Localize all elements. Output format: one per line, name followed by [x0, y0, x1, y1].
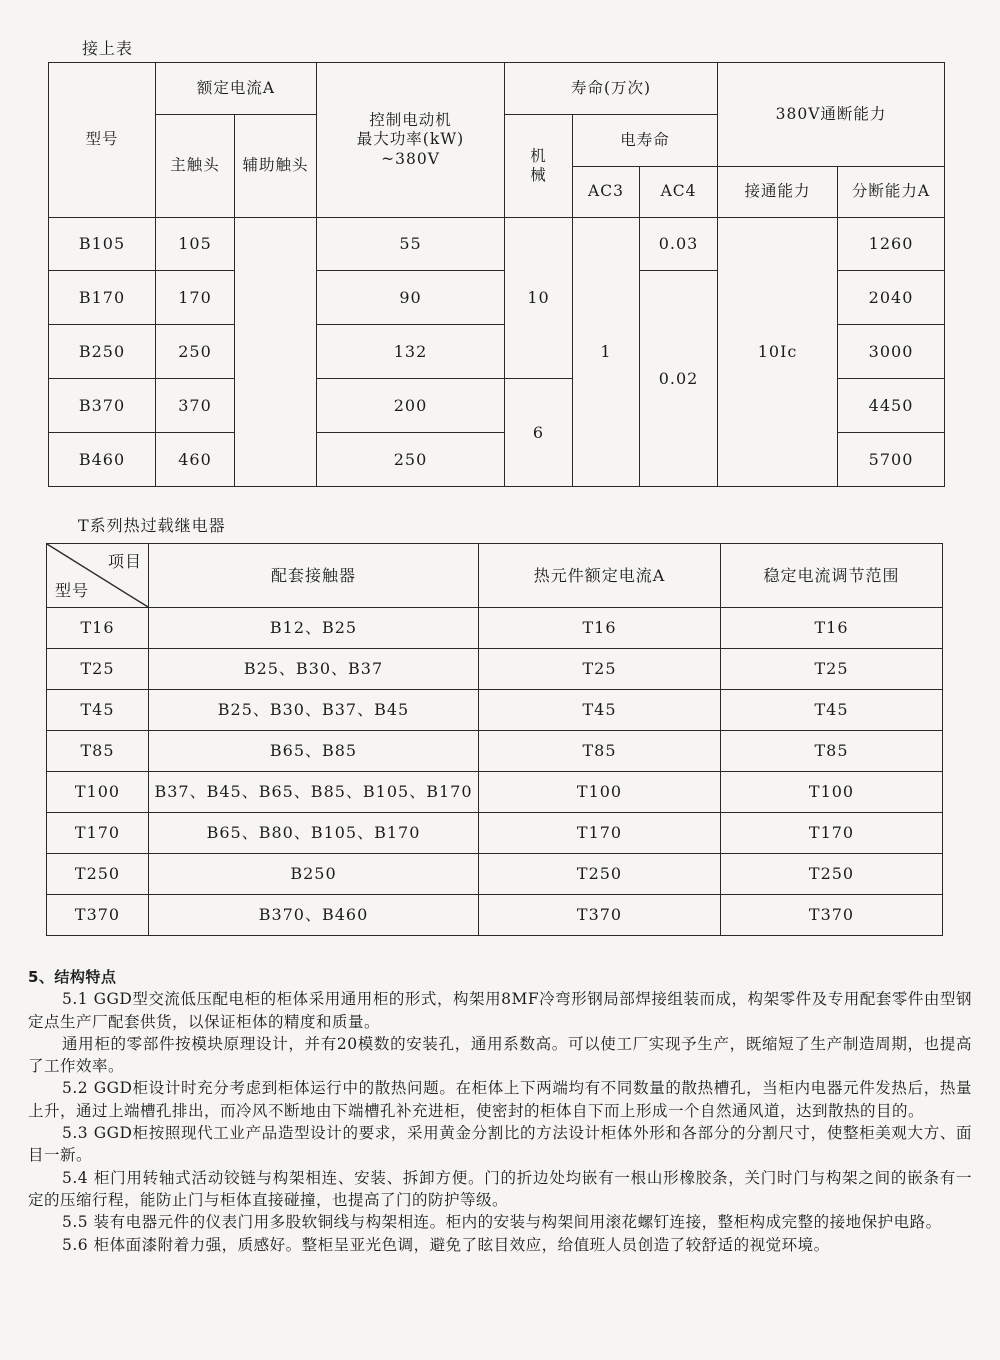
- header-model: 型号: [49, 63, 156, 218]
- thermal-relay-table: [46, 543, 943, 936]
- paragraph-5-4: 5.4 柜门用转轴式活动铰链与构架相连、安装、拆卸方便。门的折边处均嵌有一根山形橡胶条，关门时门与构架之间的嵌条有一定的压缩行程，能防止门与柜体直接碰撞，也提高了门的防护等级。: [28, 1168, 972, 1209]
- header-rated-current: 热元件额定电流A: [479, 544, 721, 608]
- breaking-cell: 3000: [838, 325, 945, 379]
- motor-power-cell: 90: [317, 271, 505, 325]
- range-cell: T250: [721, 854, 943, 895]
- main-contact-cell: 460: [156, 433, 235, 487]
- model-cell: B105: [49, 218, 156, 271]
- main-contact-cell: 170: [156, 271, 235, 325]
- header-making: 接通能力: [718, 167, 838, 218]
- paragraph-5-5: 5.5 装有电器元件的仪表门用多股软铜线与构架相连。柜内的安装与构架间用滚花螺钉连接，整柜构成完整的接地保护电路。: [62, 1213, 942, 1232]
- current-cell: T85: [479, 731, 721, 772]
- current-cell: T370: [479, 895, 721, 936]
- main-contact-cell: 250: [156, 325, 235, 379]
- paragraph-5-3: 5.3 GGD柜按照现代工业产品造型设计的要求，采用黄金分割比的方法设计柜体外形和各部分的分割尺寸，使整柜美观大方、面目一新。: [28, 1124, 972, 1165]
- breaking-cell: 2040: [838, 271, 945, 325]
- aux-contact-cell: [235, 218, 317, 487]
- contactor-cell: B65、B80、B105、B170: [149, 813, 479, 854]
- paragraph-5-6: 5.6 柜体面漆附着力强，质感好。整柜呈亚光色调，避免了眩目效应，给值班人员创造了较舒适的视觉环境。: [62, 1235, 830, 1254]
- header-diagonal-cell: [47, 544, 149, 608]
- relay-model-cell: T16: [47, 608, 149, 649]
- current-cell: T100: [479, 772, 721, 813]
- range-cell: T85: [721, 731, 943, 772]
- contactor-cell: B370、B460: [149, 895, 479, 936]
- breaking-cell: 5700: [838, 433, 945, 487]
- relay-model-cell: T170: [47, 813, 149, 854]
- header-motor-power-line1: 控制电动机: [369, 110, 452, 129]
- contactor-cell: B25、B30、B37: [149, 649, 479, 690]
- motor-power-cell: 250: [317, 433, 505, 487]
- range-cell: T370: [721, 895, 943, 936]
- header-ac3: AC3: [573, 167, 640, 218]
- header-breaking-capacity: 380V通断能力: [718, 63, 945, 167]
- header-ac4: AC4: [640, 167, 718, 218]
- paragraph-5-2: 5.2 GGD柜设计时充分考虑到柜体运行中的散热问题。在柜体上下两端均有不同数量的散热槽孔，当柜内电器元件发热后，热量上升，通过上端槽孔排出，而冷风不断地由下端槽孔补充进柜，使密封的柜体自下而上形成一个自然通风道，达到散热的目的。: [28, 1079, 972, 1120]
- motor-power-cell: 200: [317, 379, 505, 433]
- range-cell: T25: [721, 649, 943, 690]
- structure-features-section: [28, 966, 972, 1256]
- range-cell: T45: [721, 690, 943, 731]
- range-cell: T100: [721, 772, 943, 813]
- current-cell: T16: [479, 608, 721, 649]
- header-motor-power-line3: ~380V: [381, 149, 440, 168]
- paragraph-5-1-cont: 通用柜的零部件按模块原理设计，并有20模数的安装孔，通用系数高。可以使工厂实现予生产，既缩短了生产制造周期，也提高了工作效率。: [28, 1034, 972, 1076]
- contactor-cell: B25、B30、B37、B45: [149, 690, 479, 731]
- header-adjust-range: 稳定电流调节范围: [721, 544, 943, 608]
- header-mechanical: [505, 115, 573, 218]
- breaking-cell: 1260: [838, 218, 945, 271]
- relay-model-cell: T370: [47, 895, 149, 936]
- contactor-cell: B65、B85: [149, 731, 479, 772]
- header-electrical-life: 电寿命: [573, 115, 718, 167]
- range-cell: T16: [721, 608, 943, 649]
- current-cell: T45: [479, 690, 721, 731]
- main-contact-cell: 105: [156, 218, 235, 271]
- ac3-cell: 1: [573, 218, 640, 487]
- ac4-cell: 0.03: [640, 218, 718, 271]
- model-cell: B250: [49, 325, 156, 379]
- header-main-contact: 主触头: [156, 115, 235, 218]
- model-cell: B460: [49, 433, 156, 487]
- section-title: 5、结构特点: [28, 968, 117, 986]
- header-breaking: 分断能力A: [838, 167, 945, 218]
- relay-model-cell: T25: [47, 649, 149, 690]
- making-cell: 10Ic: [718, 218, 838, 487]
- contactor-cell: B37、B45、B65、B85、B105、B170: [149, 772, 479, 813]
- relay-model-cell: T100: [47, 772, 149, 813]
- relay-model-cell: T45: [47, 690, 149, 731]
- mechanical-cell: 10: [505, 218, 573, 379]
- header-model: 型号: [55, 581, 90, 600]
- current-cell: T250: [479, 854, 721, 895]
- range-cell: T170: [721, 813, 943, 854]
- header-life: 寿命(万次): [505, 63, 718, 115]
- breaking-cell: 4450: [838, 379, 945, 433]
- current-cell: T25: [479, 649, 721, 690]
- header-matching-contactor: 配套接触器: [149, 544, 479, 608]
- header-motor-power-line2: 最大功率(kW): [356, 130, 465, 149]
- relay-model-cell: T85: [47, 731, 149, 772]
- current-cell: T170: [479, 813, 721, 854]
- model-cell: B170: [49, 271, 156, 325]
- header-aux-contact: 辅助触头: [235, 115, 317, 218]
- header-rated-current: 额定电流A: [156, 63, 317, 115]
- header-item: 项目: [107, 552, 142, 571]
- motor-power-cell: 55: [317, 218, 505, 271]
- table1-caption: 接上表: [82, 39, 134, 58]
- table2-caption: T系列热过载继电器: [78, 516, 226, 535]
- model-cell: B370: [49, 379, 156, 433]
- motor-power-cell: 132: [317, 325, 505, 379]
- ac4-cell: 0.02: [640, 271, 718, 487]
- relay-model-cell: T250: [47, 854, 149, 895]
- header-motor-power: [317, 63, 505, 218]
- header-mechanical-line2: 械: [530, 166, 547, 184]
- mechanical-cell: 6: [505, 379, 573, 487]
- contactor-spec-table: [48, 62, 945, 487]
- contactor-cell: B250: [149, 854, 479, 895]
- header-mechanical-line1: 机: [530, 146, 547, 165]
- main-contact-cell: 370: [156, 379, 235, 433]
- paragraph-5-1: 5.1 GGD型交流低压配电柜的柜体采用通用柜的形式，构架用8MF冷弯形钢局部焊接组装而成，构架零件及专用配套零件由型钢定点生产厂配套供货，以保证柜体的精度和质量。: [28, 990, 972, 1031]
- contactor-cell: B12、B25: [149, 608, 479, 649]
